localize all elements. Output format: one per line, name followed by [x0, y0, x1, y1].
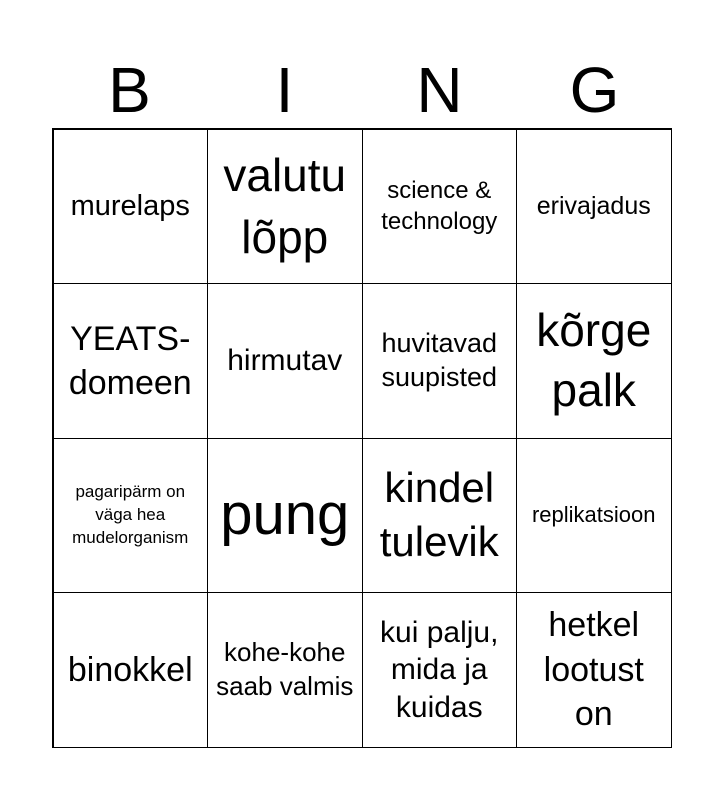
bingo-cell[interactable] [362, 592, 518, 748]
bingo-cell[interactable] [53, 129, 209, 285]
bingo-cell[interactable] [362, 283, 518, 439]
bingo-cell[interactable] [362, 129, 518, 285]
cell-text: kohe-kohe saab valmis [216, 636, 354, 701]
cell-text: hetkel lootust on [543, 606, 644, 733]
bingo-cell[interactable] [53, 438, 209, 594]
bingo-header [52, 52, 672, 128]
bingo-cell[interactable] [53, 592, 209, 748]
cell-text: valutu lõpp [223, 149, 347, 264]
header-letter-g: G [569, 54, 620, 126]
cell-text: pagaripärm on väga hea mudelorganism [72, 481, 189, 547]
cell-text: huvitavad suupisted [381, 328, 498, 392]
bingo-cell[interactable] [516, 283, 672, 439]
cell-text: YEATS-domeen [68, 319, 192, 402]
cell-text: hirmutav [227, 344, 343, 377]
cell-text: erivajadus [536, 192, 651, 220]
bingo-cell[interactable] [516, 129, 672, 285]
cell-text: science & technology [381, 177, 498, 236]
header-letter-n: N [416, 54, 463, 126]
bingo-cell[interactable] [53, 283, 209, 439]
bingo-cell[interactable] [207, 283, 363, 439]
bingo-cell[interactable] [207, 438, 363, 594]
header-letter-b: B [108, 54, 151, 126]
cell-text: kindel tulevik [379, 463, 499, 566]
cell-text: murelaps [70, 190, 190, 223]
bingo-board [52, 128, 672, 748]
bingo-cell[interactable] [516, 592, 672, 748]
bingo-cell[interactable] [362, 438, 518, 594]
cell-text: replikatsioon [531, 501, 656, 527]
bingo-cell[interactable] [207, 129, 363, 285]
bingo-cell[interactable] [207, 592, 363, 748]
cell-text: binokkel [67, 650, 193, 689]
cell-text: pung [220, 482, 350, 548]
cell-text: kõrge palk [536, 303, 652, 416]
cell-text: kui palju, mida ja kuidas [380, 615, 499, 724]
bingo-cell[interactable] [516, 438, 672, 594]
header-letter-i: I [275, 54, 294, 126]
